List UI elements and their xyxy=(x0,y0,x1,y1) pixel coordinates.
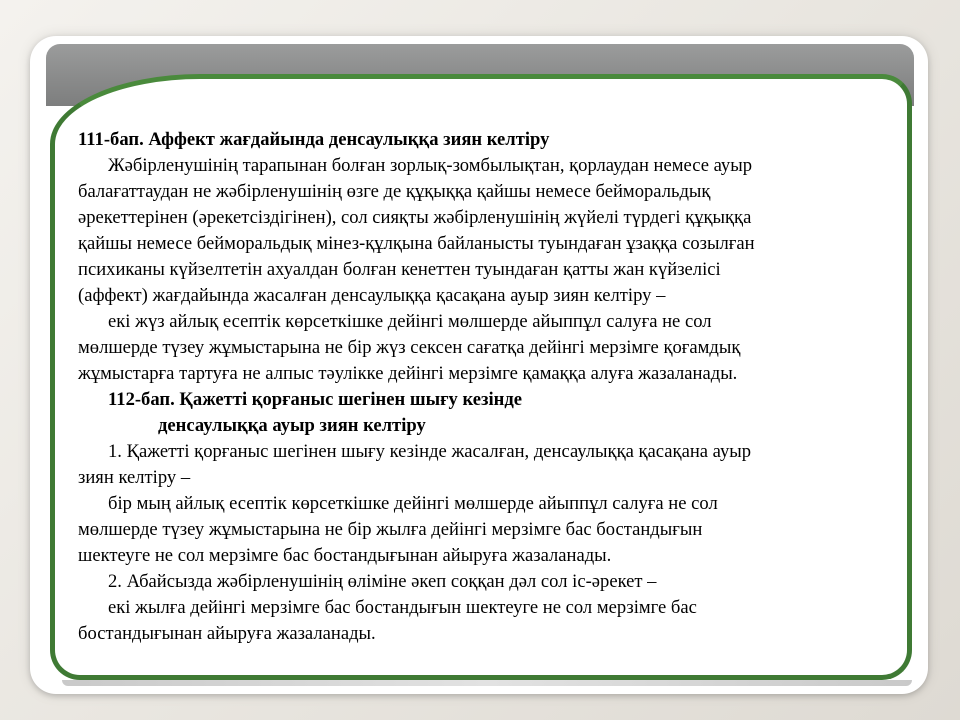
text-line: екі жылға дейінгі мерзімге бас бостандығын шектеуге не сол мерзімге бас xyxy=(108,597,697,618)
text-line: бір мың айлық есептік көрсеткішке дейінгі мөлшерде айыппұл салуға не сол xyxy=(108,493,718,514)
text-line: әрекеттерінен (әрекетсіздігінен), сол сияқты жәбірленушінің жүйелі түрдегі құқыққа xyxy=(78,207,752,228)
article-111-title: 111-бап. Аффект жағдайында денсаулыққа зиян келтіру xyxy=(78,129,550,150)
text-line: психиканы күйзелтетін ахуалдан болған кенеттен туындаған қатты жан күйзелісі xyxy=(78,259,721,280)
article-112-title: 112-бап. Қажетті қорғаныс шегінен шығу кезінде xyxy=(108,389,522,410)
text-line: (аффект) жағдайында жасалған денсаулыққа қасақана ауыр зиян келтіру – xyxy=(78,285,666,306)
text-line: балағаттаудан не жәбірленушінің өзге де құқыққа қайшы немесе бейморальдық xyxy=(78,181,711,202)
text-line: бостандығынан айыруға жазаланады. xyxy=(78,623,376,644)
text-line: зиян келтіру – xyxy=(78,467,191,488)
text-line: 1. Қажетті қорғаныс шегінен шығу кезінде жасалған, денсаулыққа қасақана ауыр xyxy=(108,441,752,462)
document-text xyxy=(78,127,878,647)
text-line: қайшы немесе бейморальдық мінез-құлқына байланысты туындаған ұзаққа созылған xyxy=(78,233,755,254)
text-line: 2. Абайсызда жәбірленушінің өліміне әкеп соққан дәл сол іс-әрекет – xyxy=(108,571,657,592)
text-line: екі жүз айлық есептік көрсеткішке дейінгі мөлшерде айыппұл салуға не сол xyxy=(108,311,712,332)
text-line: мөлшерде түзеу жұмыстарына не бір жүз сексен сағатқа дейінгі мерзімге қоғамдық xyxy=(78,337,741,358)
text-line: мөлшерде түзеу жұмыстарына не бір жылға дейінгі мерзімге бас бостандығын xyxy=(78,519,703,540)
text-line: Жәбірленушінің тарапынан болған зорлық-зомбылықтан, қорлаудан немесе ауыр xyxy=(108,155,752,176)
article-112-title-continued: денсаулыққа ауыр зиян келтіру xyxy=(158,415,426,436)
text-line: шектеуге не сол мерзімге бас бостандығынан айыруға жазаланады. xyxy=(78,545,612,566)
slide-footer-band xyxy=(62,680,912,686)
text-line: жұмыстарға тартуға не алпыс тәулікке дейінгі мерзімге қамаққа алуға жазаланады. xyxy=(78,363,738,384)
